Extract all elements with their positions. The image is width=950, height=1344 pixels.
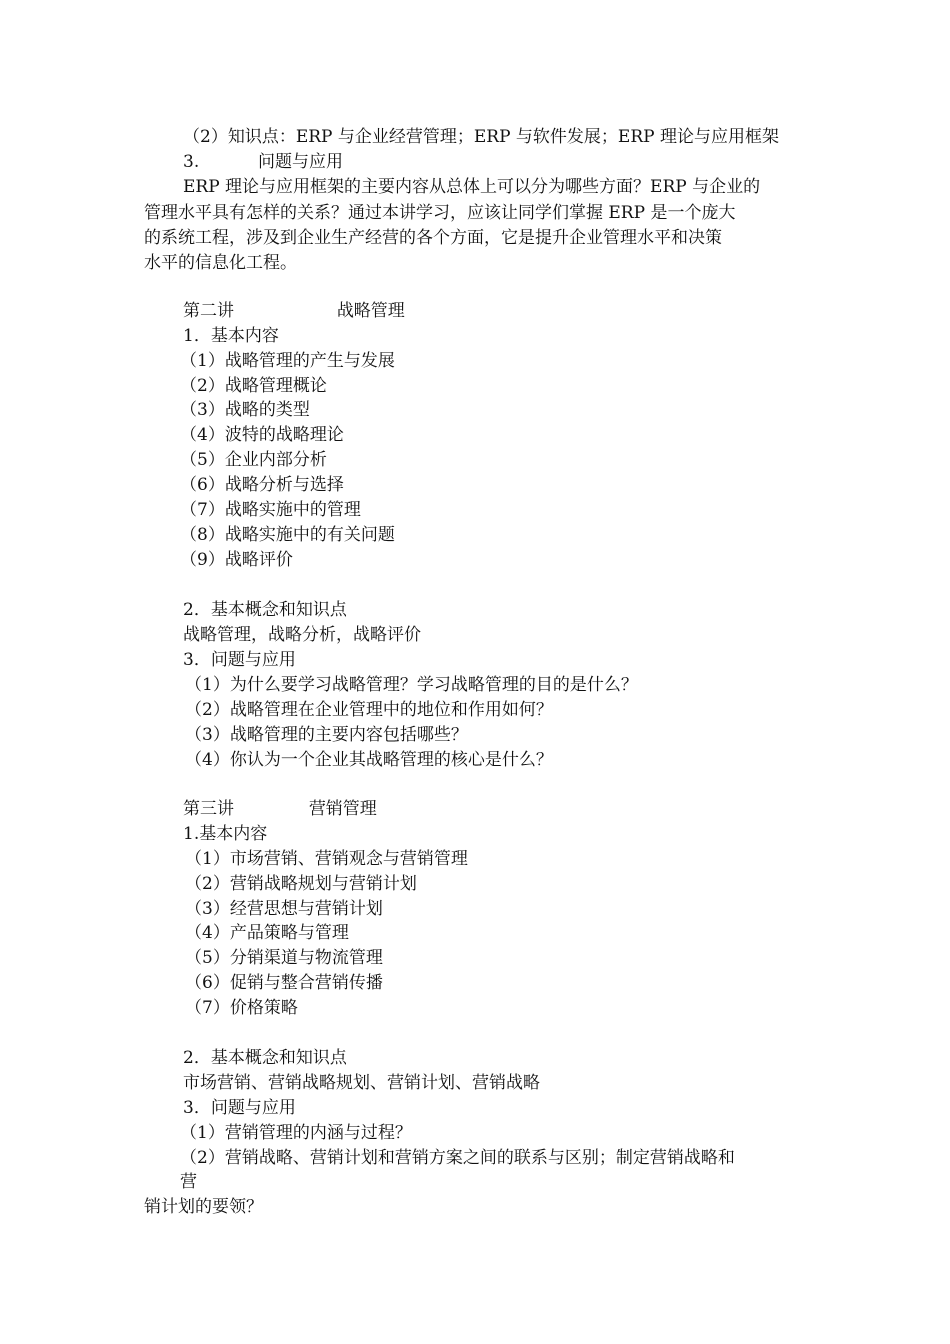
- list-item: （4）波特的战略理论: [180, 425, 344, 445]
- question-item-continued: 销计划的要领？: [144, 1197, 263, 1217]
- question-item: （2）营销战略、营销计划和营销方案之间的联系与区别；制定营销战略和: [180, 1148, 735, 1168]
- list-item: （6）战略分析与选择: [180, 475, 344, 495]
- questions-heading-number: 3.: [183, 152, 200, 172]
- list-item: （2）战略管理概论: [180, 376, 327, 396]
- lecture-number: 第二讲: [183, 301, 234, 321]
- paragraph-line: ERP 理论与应用框架的主要内容从总体上可以分为哪些方面？ERP 与企业的: [183, 177, 761, 197]
- question-item: （4）你认为一个企业其战略管理的核心是什么？: [185, 750, 553, 770]
- lecture-title: 战略管理: [336, 301, 405, 321]
- question-item: （3）战略管理的主要内容包括哪些？: [185, 725, 468, 745]
- section-heading: 2．基本概念和知识点: [183, 1048, 347, 1068]
- lecture-number: 第三讲: [183, 799, 234, 819]
- paragraph-line: 管理水平具有怎样的关系？通过本讲学习，应该让同学们掌握 ERP 是一个庞大: [144, 203, 736, 223]
- list-item: （4）产品策略与管理: [185, 923, 349, 943]
- knowledge-points-line: （2）知识点：ERP 与企业经营管理；ERP 与软件发展；ERP 理论与应用框架: [183, 127, 779, 147]
- lecture-title: 营销管理: [308, 799, 377, 819]
- list-item: （8）战略实施中的有关问题: [180, 525, 395, 545]
- list-item: （5）企业内部分析: [180, 450, 327, 470]
- paragraph-line: 的系统工程，涉及到企业生产经营的各个方面，它是提升企业管理水平和决策: [144, 228, 722, 248]
- list-item: （9）战略评价: [180, 550, 293, 570]
- list-item: （1）市场营销、营销观念与营销管理: [185, 849, 468, 869]
- question-item-continued: 营: [180, 1172, 197, 1192]
- question-item: （2）战略管理在企业管理中的地位和作用如何？: [185, 700, 553, 720]
- lecture-heading: [183, 797, 377, 822]
- list-item: （6）促销与整合营销传播: [185, 973, 383, 993]
- section-heading: 1．基本内容: [183, 326, 279, 346]
- section-heading: 3．问题与应用: [183, 1098, 296, 1118]
- question-item: （1）营销管理的内涵与过程？: [180, 1123, 412, 1143]
- list-item: （3）战略的类型: [180, 400, 310, 420]
- lecture-heading: [183, 299, 405, 324]
- questions-heading-text: 问题与应用: [258, 152, 344, 172]
- section-heading: 2．基本概念和知识点: [183, 600, 347, 620]
- list-item: （1）战略管理的产生与发展: [180, 351, 395, 371]
- list-item: （7）战略实施中的管理: [180, 500, 361, 520]
- list-item: （2）营销战略规划与营销计划: [185, 874, 417, 894]
- list-item: （7）价格策略: [185, 998, 298, 1018]
- section-heading: 3．问题与应用: [183, 650, 296, 670]
- list-item: （3）经营思想与营销计划: [185, 899, 383, 919]
- concepts-text: 市场营销、营销战略规划、营销计划、营销战略: [183, 1073, 540, 1093]
- concepts-text: 战略管理，战略分析，战略评价: [183, 625, 421, 645]
- section-heading: 1.基本内容: [183, 824, 268, 844]
- question-item: （1）为什么要学习战略管理？学习战略管理的目的是什么？: [185, 675, 638, 695]
- list-item: （5）分销渠道与物流管理: [185, 948, 383, 968]
- questions-heading: [183, 150, 343, 175]
- paragraph-line: 水平的信息化工程。: [144, 253, 297, 273]
